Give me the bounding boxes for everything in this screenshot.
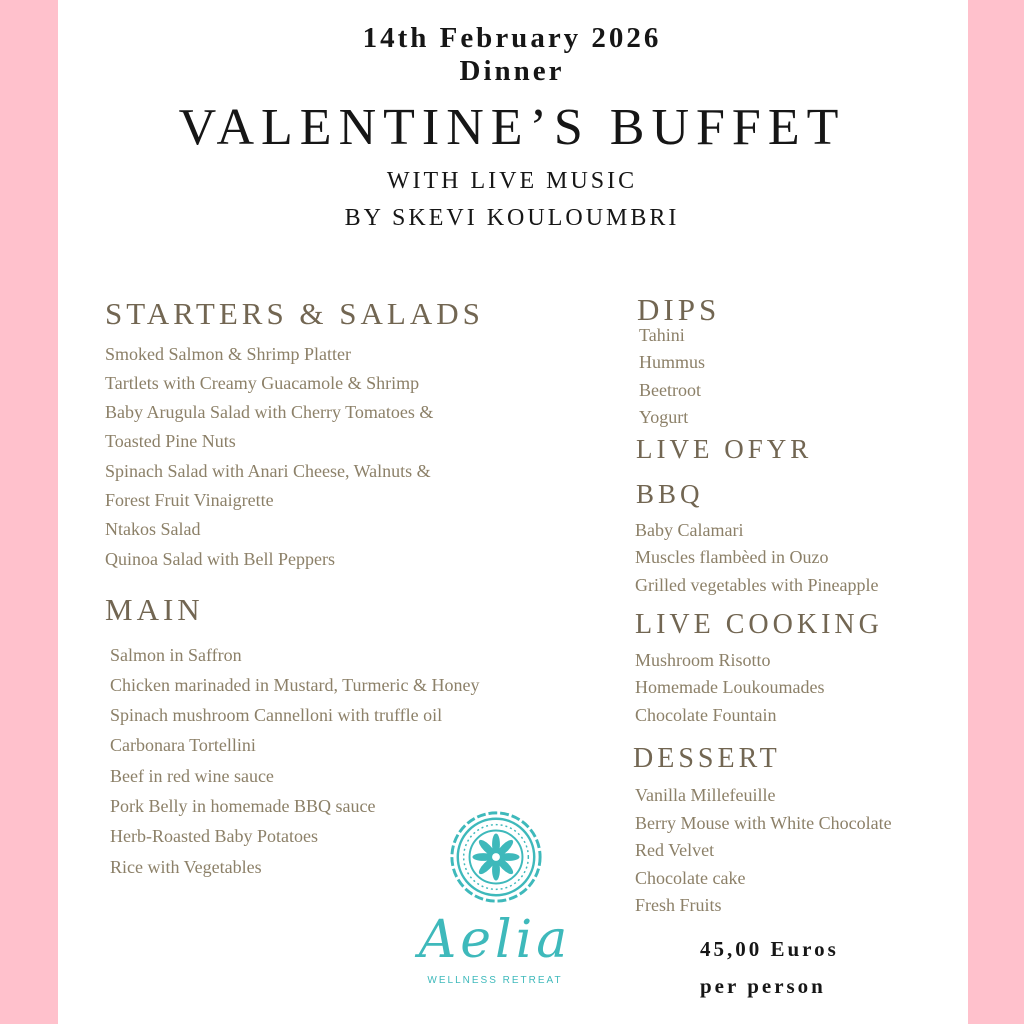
menu-item: Quinoa Salad with Bell Peppers: [105, 549, 335, 569]
menu-item: Carbonara Tortellini: [110, 735, 256, 755]
event-title: VALENTINE’S BUFFET: [178, 99, 846, 156]
event-subtitle-line1: WITH LIVE MUSIC: [386, 168, 638, 194]
menu-item: Red Velvet: [635, 840, 715, 860]
menu-item: Fresh Fruits: [635, 895, 722, 915]
section-heading-live-ofyr: LIVE OFYR: [636, 434, 813, 464]
menu-item: Toasted Pine Nuts: [105, 431, 236, 451]
menu-item: Baby Calamari: [635, 520, 744, 540]
brand-tagline: WELLNESS RETREAT: [427, 975, 563, 986]
menu-item: Rice with Vegetables: [110, 857, 262, 877]
menu-item: Smoked Salmon & Shrimp Platter: [105, 344, 351, 364]
event-subtitle-line2: BY SKEVI KOULOUMBRI: [344, 205, 680, 231]
menu-item: Pork Belly in homemade BBQ sauce: [110, 796, 376, 816]
menu-item: Tartlets with Creamy Guacamole & Shrimp: [105, 373, 420, 393]
menu-item: Homemade Loukoumades: [635, 677, 825, 697]
brand-name: Aelia: [418, 910, 572, 970]
section-heading-live-cooking: LIVE COOKING: [635, 609, 883, 640]
menu-item: Ntakos Salad: [105, 519, 201, 539]
mandala-icon: [447, 808, 545, 906]
menu-item: Grilled vegetables with Pineapple: [635, 575, 879, 595]
menu-item: Beetroot: [639, 380, 701, 400]
menu-item: Spinach Salad with Anari Cheese, Walnuts &: [105, 461, 431, 481]
menu-item: Mushroom Risotto: [635, 650, 771, 670]
menu-item: Hummus: [639, 352, 706, 372]
menu-item: Yogurt: [639, 407, 689, 427]
section-heading-dips: DIPS: [637, 292, 721, 327]
section-heading-dessert: DESSERT: [633, 743, 781, 774]
event-meal: Dinner: [459, 55, 565, 87]
price-amount: 45,00 Euros: [700, 937, 839, 961]
menu-item: Salmon in Saffron: [110, 645, 242, 665]
section-heading-bbq: BBQ: [636, 479, 704, 509]
menu-item: Chicken marinaded in Mustard, Turmeric & Honey: [110, 675, 480, 695]
menu-item: Muscles flambèed in Ouzo: [635, 547, 829, 567]
price-unit: per person: [700, 974, 826, 998]
menu-item: Spinach mushroom Cannelloni with truffle oil: [110, 705, 443, 725]
menu-item: Tahini: [639, 325, 685, 345]
menu-item: Baby Arugula Salad with Cherry Tomatoes &: [105, 402, 434, 422]
menu-item: Vanilla Millefeuille: [635, 785, 776, 805]
menu-item: Forest Fruit Vinaigrette: [105, 490, 274, 510]
menu-item: Beef in red wine sauce: [110, 766, 274, 786]
event-date: 14th February 2026: [362, 22, 662, 54]
menu-item: Berry Mouse with White Chocolate: [635, 813, 892, 833]
menu-item: Chocolate cake: [635, 868, 746, 888]
menu-item: Chocolate Fountain: [635, 705, 777, 725]
menu-item: Herb-Roasted Baby Potatoes: [110, 826, 318, 846]
section-heading-main: MAIN: [105, 592, 204, 627]
section-heading-starters: STARTERS & SALADS: [105, 296, 484, 331]
